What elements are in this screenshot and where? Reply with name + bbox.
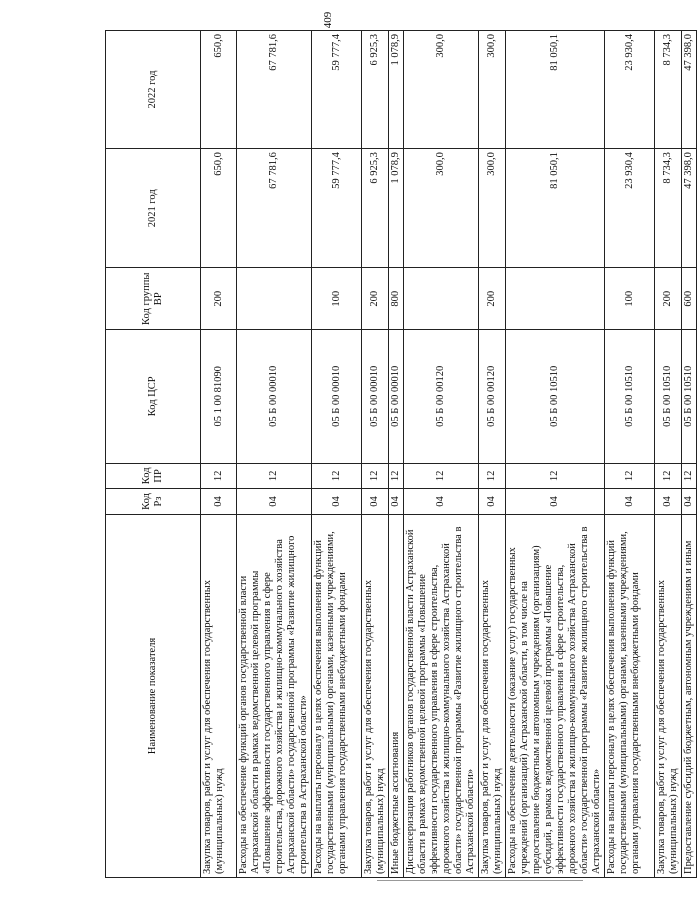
- header-rz: Код Рз: [106, 489, 201, 515]
- row-2021: 300,0: [404, 149, 479, 268]
- row-csr: 05 1 00 81090: [201, 330, 237, 463]
- row-csr: 05 Б 00 00010: [389, 330, 404, 463]
- row-2022: 59 777,4: [312, 31, 362, 149]
- row-csr: 05 Б 00 00120: [479, 330, 506, 463]
- row-pr: 12: [682, 463, 697, 489]
- row-name: Диспансеризация работников органов государственной власти Астраханской области в рамках ведомственной целевой программы «Повышение эффективности государственного управления в сфере строительства, дорожного хозяйства и жилищно-коммунального хозяйства Астраханской области» государственной программы «Развитие жилищного строительства в Астраханской области»: [404, 514, 479, 877]
- table-row: [479, 31, 506, 878]
- row-rz: 04: [312, 489, 362, 515]
- row-vr: [237, 268, 312, 330]
- row-2022: 300,0: [479, 31, 506, 149]
- row-pr: 12: [404, 463, 479, 489]
- row-vr: 200: [362, 268, 389, 330]
- header-row: [106, 31, 201, 878]
- row-vr: 100: [312, 268, 362, 330]
- table-row: [605, 31, 655, 878]
- row-2022: 81 050,1: [506, 31, 605, 149]
- row-2022: 300,0: [404, 31, 479, 149]
- row-name: Закупка товаров, работ и услуг для обеспечения государственных (муниципальных) нужд: [655, 514, 682, 877]
- row-2022: 8 734,3: [655, 31, 682, 149]
- row-csr: 05 Б 00 00010: [237, 330, 312, 463]
- row-csr: 05 Б 00 10510: [655, 330, 682, 463]
- page-number: 409: [322, 11, 334, 29]
- row-2022: 6 925,3: [362, 31, 389, 149]
- row-vr: 100: [605, 268, 655, 330]
- row-csr: 05 Б 00 00010: [362, 330, 389, 463]
- row-vr: 200: [479, 268, 506, 330]
- row-pr: 12: [389, 463, 404, 489]
- table-row: [312, 31, 362, 878]
- row-2021: 23 930,4: [605, 149, 655, 268]
- table-row: [506, 31, 605, 878]
- budget-table-container: [105, 30, 694, 878]
- row-name: Закупка товаров, работ и услуг для обеспечения государственных (муниципальных) нужд: [479, 514, 506, 877]
- table-row: [682, 31, 697, 878]
- row-name: Предоставление субсидий бюджетным, автономным учреждениям и иным: [682, 514, 697, 877]
- row-name: Закупка товаров, работ и услуг для обеспечения государственных (муниципальных) нужд: [362, 514, 389, 877]
- row-csr: 05 Б 00 00010: [312, 330, 362, 463]
- row-name: Закупка товаров, работ и услуг для обеспечения государственных (муниципальных) нужд: [201, 514, 237, 877]
- row-2022: 67 781,6: [237, 31, 312, 149]
- row-2022: 23 930,4: [605, 31, 655, 149]
- row-rz: 04: [479, 489, 506, 515]
- row-pr: 12: [479, 463, 506, 489]
- row-name: Расходы на обеспечение деятельности (оказание услуг) государственных учреждений (организаций) Астраханской области, в том числе на предоставление бюджетным и автономным учреждениям (организациям) субсидий, в рамках ведомственной целевой программы «Повышение эффективности государственного управления в сфере строительства, дорожного хозяйства и жилищно-коммунального хозяйства Астраханской области» государственной программы «Развитие жилищного строительства в Астраханской области»: [506, 514, 605, 877]
- row-rz: 04: [605, 489, 655, 515]
- row-rz: 04: [389, 489, 404, 515]
- budget-table: [105, 30, 697, 878]
- row-vr: 600: [682, 268, 697, 330]
- row-2021: 8 734,3: [655, 149, 682, 268]
- row-rz: 04: [362, 489, 389, 515]
- row-pr: 12: [362, 463, 389, 489]
- rotated-table-area: [105, 30, 694, 878]
- header-csr: Код ЦСР: [106, 330, 201, 463]
- row-pr: 12: [655, 463, 682, 489]
- row-rz: 04: [237, 489, 312, 515]
- row-vr: 200: [655, 268, 682, 330]
- row-csr: 05 Б 00 10510: [682, 330, 697, 463]
- row-rz: 04: [655, 489, 682, 515]
- row-2021: 6 925,3: [362, 149, 389, 268]
- row-rz: 04: [506, 489, 605, 515]
- table-row: [404, 31, 479, 878]
- row-vr: [404, 268, 479, 330]
- row-2021: 59 777,4: [312, 149, 362, 268]
- table-row: [362, 31, 389, 878]
- header-2021: 2021 год: [106, 149, 201, 268]
- row-pr: 12: [506, 463, 605, 489]
- row-rz: 04: [201, 489, 237, 515]
- row-pr: 12: [237, 463, 312, 489]
- header-2022: 2022 год: [106, 31, 201, 149]
- row-name: Иные бюджетные ассигнования: [389, 514, 404, 877]
- row-csr: 05 Б 00 10510: [506, 330, 605, 463]
- row-rz: 04: [682, 489, 697, 515]
- row-rz: 04: [404, 489, 479, 515]
- row-pr: 12: [312, 463, 362, 489]
- table-row: [389, 31, 404, 878]
- row-vr: 200: [201, 268, 237, 330]
- table-row: [655, 31, 682, 878]
- row-name: Расходы на выплаты персоналу в целях обеспечения выполнения функций государственными (муниципальными) органами, казенными учреждениями, органами управления государственными внебюджетными фондами: [312, 514, 362, 877]
- row-name: Расходы на обеспечение функций органов государственной власти Астраханской области в рамках ведомственной целевой программы «Повышение эффективности государственного управления в сфере строительства, дорожного хозяйства и жилищно-коммунального хозяйства Астраханской области» государственной программы «Развитие жилищного строительства в Астраханской области»: [237, 514, 312, 877]
- header-vr: Код группы ВР: [106, 268, 201, 330]
- row-csr: 05 Б 00 10510: [605, 330, 655, 463]
- row-2021: 47 398,0: [682, 149, 697, 268]
- row-2022: 47 398,0: [682, 31, 697, 149]
- header-pr: Код ПР: [106, 463, 201, 489]
- table-row: [201, 31, 237, 878]
- row-2021: 1 078,9: [389, 149, 404, 268]
- row-name: Расходы на выплаты персоналу в целях обеспечения выполнения функций государственными (муниципальными) органами, казенными учреждениями, органами управления государственными внебюджетными фондами: [605, 514, 655, 877]
- row-vr: [506, 268, 605, 330]
- row-2021: 650,0: [201, 149, 237, 268]
- table-row: [237, 31, 312, 878]
- row-2022: 650,0: [201, 31, 237, 149]
- bottom-divider: [377, 880, 583, 881]
- row-2021: 67 781,6: [237, 149, 312, 268]
- row-2022: 1 078,9: [389, 31, 404, 149]
- row-csr: 05 Б 00 00120: [404, 330, 479, 463]
- row-pr: 12: [605, 463, 655, 489]
- row-2021: 300,0: [479, 149, 506, 268]
- row-vr: 800: [389, 268, 404, 330]
- row-pr: 12: [201, 463, 237, 489]
- row-2021: 81 050,1: [506, 149, 605, 268]
- header-name: Наименование показателя: [106, 514, 201, 877]
